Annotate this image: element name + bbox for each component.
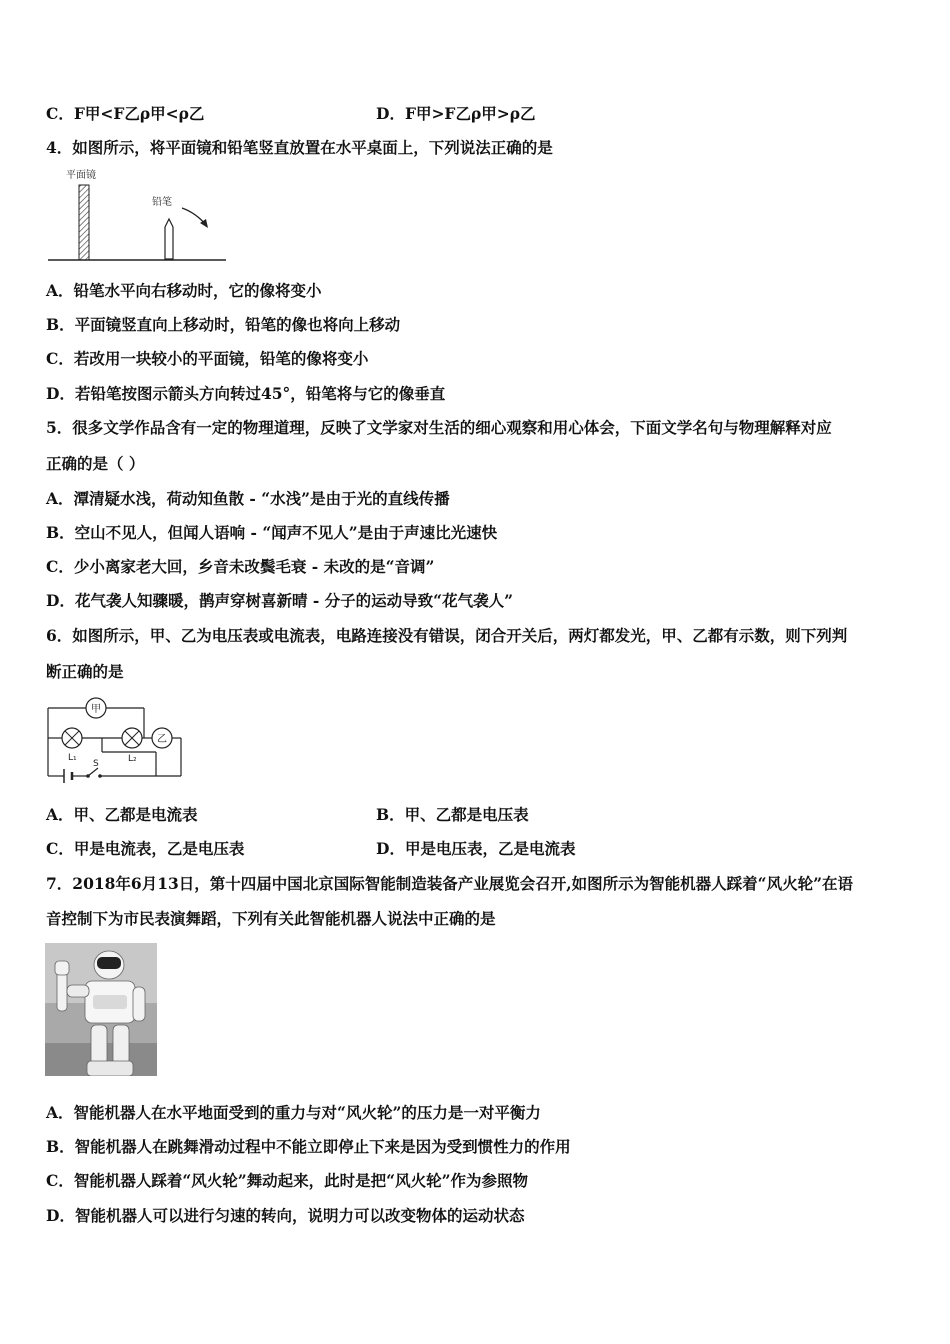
q5-option-b: B．空山不见人，但闻人语响 - “闻声不见人”是由于声速比光速快 xyxy=(46,523,498,542)
circuit-diagram xyxy=(44,690,189,785)
q4-option-c: C．若改用一块较小的平面镜，铅笔的像将变小 xyxy=(46,349,369,368)
q5-option-d: D．花气袭人知骤暖，鹊声穿树喜新晴 - 分子的运动导致“花气袭人” xyxy=(46,591,514,610)
q4-option-b: B．平面镜竖直向上移动时，铅笔的像也将向上移动 xyxy=(46,315,401,334)
q5-stem-line1: 5．很多文学作品含有一定的物理道理，反映了文学家对生活的细心观察和用心体会，下面文学名句与物理解释对应 xyxy=(46,418,832,437)
lamp-l2-label: L₂ xyxy=(128,754,137,764)
q3-option-c: C．F甲<F乙ρ甲<ρ乙 xyxy=(46,104,205,123)
mirror-shape xyxy=(79,185,89,260)
pencil-label: 铅笔 xyxy=(152,197,172,208)
robot-photo xyxy=(45,943,157,1076)
q4-option-d: D．若铅笔按图示箭头方向转过45°，铅笔将与它的像垂直 xyxy=(46,384,446,403)
lamp-l1-label: L₁ xyxy=(68,753,77,763)
q7-option-a: A．智能机器人在水平地面受到的重力与对“风火轮”的压力是一对平衡力 xyxy=(46,1103,541,1122)
q3-option-d: D．F甲>F乙ρ甲>ρ乙 xyxy=(376,104,536,123)
q6-option-d: D．甲是电压表，乙是电流表 xyxy=(376,839,576,858)
q5-stem-line2: 正确的是（ ） xyxy=(46,454,145,473)
mirror-label: 平面镜 xyxy=(66,170,96,181)
q6-option-b: B．甲、乙都是电压表 xyxy=(376,805,529,824)
q7-option-d: D．智能机器人可以进行匀速的转向，说明力可以改变物体的运动状态 xyxy=(46,1206,525,1225)
mirror-pencil-figure xyxy=(44,165,234,265)
q7-stem-line2: 音控制下为市民表演舞蹈，下列有关此智能机器人说法中正确的是 xyxy=(46,909,496,928)
meter-jia-label: 甲 xyxy=(91,704,101,715)
q5-option-a: A．潭清疑水浅，荷动知鱼散 - “水浅”是由于光的直线传播 xyxy=(46,489,450,508)
q7-option-c: C．智能机器人踩着“风火轮”舞动起来，此时是把“风火轮”作为参照物 xyxy=(46,1171,529,1190)
q4-stem: 4．如图所示，将平面镜和铅笔竖直放置在水平桌面上，下列说法正确的是 xyxy=(46,138,553,157)
meter-yi-label: 乙 xyxy=(157,734,167,745)
switch-label: S xyxy=(93,759,99,769)
q7-option-b: B．智能机器人在跳舞滑动过程中不能立即停止下来是因为受到惯性力的作用 xyxy=(46,1137,571,1156)
q4-option-a: A．铅笔水平向右移动时，它的像将变小 xyxy=(46,281,322,300)
q6-option-a: A．甲、乙都是电流表 xyxy=(46,805,198,824)
q6-option-c: C．甲是电流表，乙是电压表 xyxy=(46,839,245,858)
q7-stem-line1: 7．2018年6月13日，第十四届中国北京国际智能制造装备产业展览会召开,如图所示为智能机器人踩着“风火轮”在语 xyxy=(46,874,854,893)
q6-stem-line1: 6．如图所示，甲、乙为电压表或电流表，电路连接没有错误，闭合开关后，两灯都发光，甲、乙都有示数，则下列判 xyxy=(46,626,848,645)
pencil-shape xyxy=(165,219,173,259)
q6-stem-line2: 断正确的是 xyxy=(46,662,124,681)
q5-option-c: C．少小离家老大回，乡音未改鬓毛衰 - 未改的是“音调” xyxy=(46,557,435,576)
